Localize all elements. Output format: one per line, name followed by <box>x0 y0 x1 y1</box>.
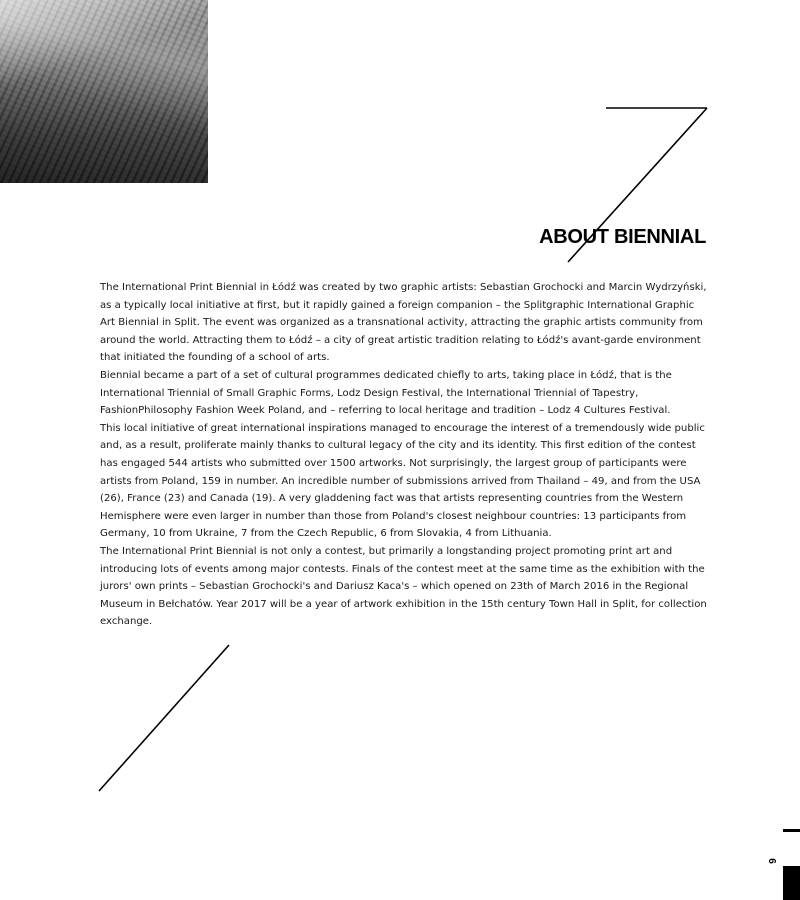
page-title: ABOUT BIENNIAL <box>539 226 706 248</box>
page-tab-block <box>783 866 800 900</box>
paragraph-participants: This local initiative of great international inspirations managed to encourage the interest of a tremendously wide public and, as a result, proliferate mainly thanks to cultural legacy of the city and its identity. This first edition of the contest has engaged 544 artists who submitted over 1500 artworks. Not surprisingly, the largest group of participants were artists from Poland, 159 in number. An incredible number of submissions arrived from Thailand – 49, and from the USA (26), France (23) and Canada (19). A very gladdening fact was that artists representing countries from the Western Hemisphere were even larger in number than those from Poland's closest neighbour countries: 13 participants from Germany, 10 from Ukraine, 7 from the Czech Republic, 6 from Slovakia, 4 from Lithuania. <box>100 422 705 540</box>
page-tab-line <box>783 829 800 832</box>
paragraph-origin: The International Print Biennial in Łódź was created by two graphic artists: Sebastian Grochocki and Marcin Wydrzyński, as a typically local initiative at first, but it rapidly gained a foreign companion – the Splitgraphic International Graphic Art Biennial in Split. The event was organized as a transnational activity, attracting the graphic artists community from around the world. Attracting them to Łódź – a city of great artistic tradition relating to Łódź's avant-garde environment that initiated the founding of a school of arts. <box>100 282 707 364</box>
page-number: 6 <box>766 858 777 864</box>
paragraph-project: The International Print Biennial is not only a contest, but primarily a longstanding project promoting print art and introducing lots of events among major contests. Finals of the contest meet at the same time as the exhibition with the jurors' own prints – Sebastian Grochocki's and Dariusz Kaca's – which opened on 23th of March 2016 in the Regional Museum in Bełchatów. Year 2017 will be a year of artwork exhibition in the 15th century Town Hall in Split, for collection exchange. <box>100 545 707 628</box>
bottom-diagonal-stroke <box>99 645 229 791</box>
paragraph-cultural-programmes: Biennial became a part of a set of cultural programmes dedicated chiefly to arts, taking place in Łódź, that is the International Triennial of Small Graphic Forms, Lodz Design Festival, the International Triennial of Tapestry, FashionPhilosophy Fashion Week Poland, and – referring to local heritage and tradition – Lodz 4 Cultures Festival. <box>100 369 672 417</box>
article-body <box>100 279 712 631</box>
